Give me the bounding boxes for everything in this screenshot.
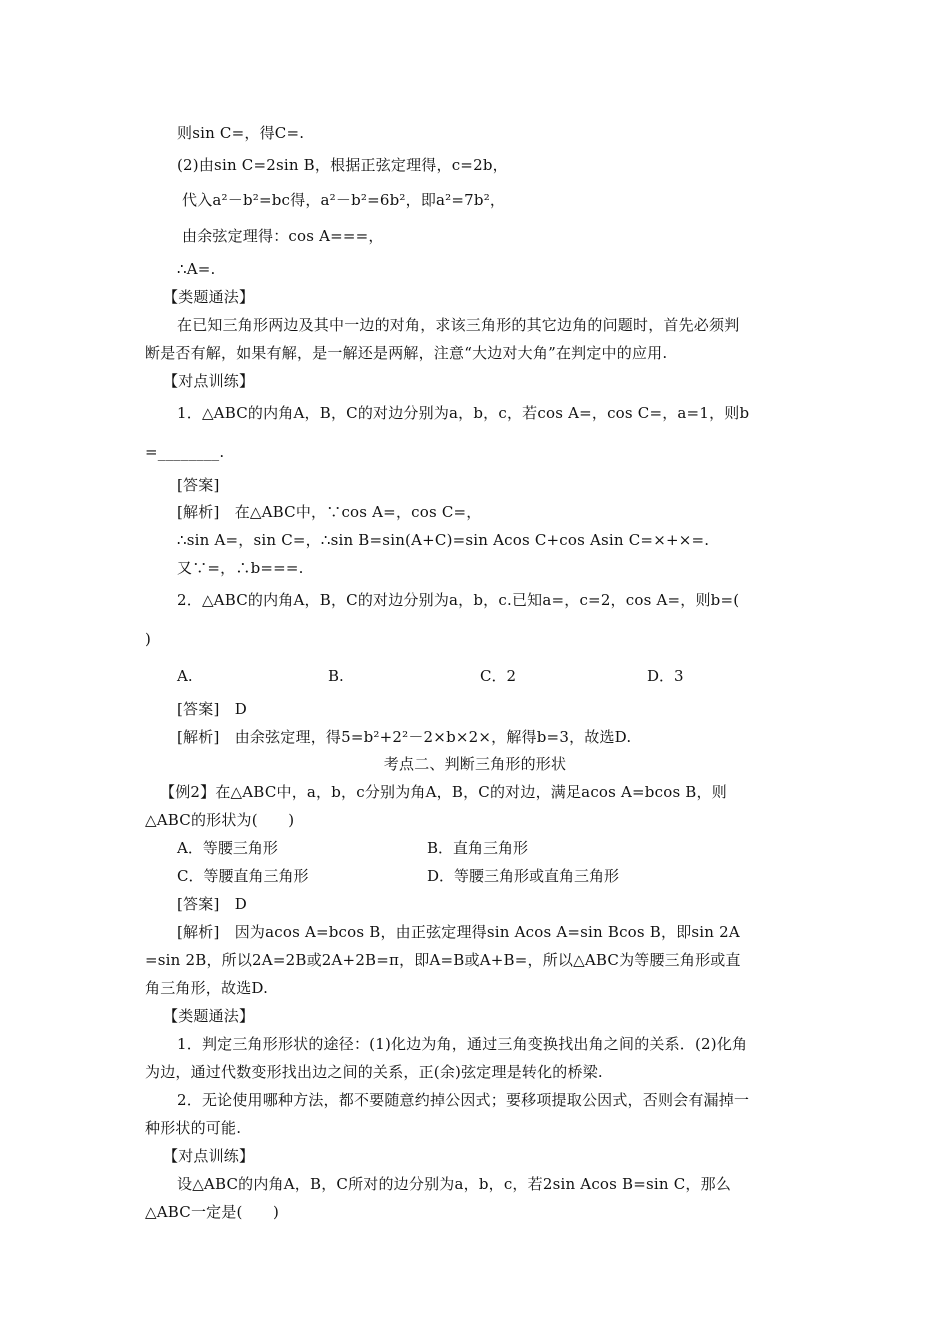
- analysis-line: [解析] 因为acos A=bcos B，由正弦定理得sin Acos A=sin Bcos B，即sin 2A: [177, 923, 740, 941]
- question-3: 设△ABC的内角A，B，C所对的边分别为a，b，c，若2sin Acos B=sin C，那么: [177, 1175, 732, 1193]
- section-heading: 【对点训练】: [163, 1147, 255, 1165]
- option-b: B.: [328, 667, 344, 685]
- section-heading: 【类题通法】: [163, 288, 255, 306]
- analysis-line: =sin 2B，所以2A=2B或2A+2B=π，即A=B或A+B=，所以△ABC为等腰三角形或直: [145, 951, 741, 969]
- section-heading: 【对点训练】: [163, 372, 255, 390]
- option-c: C．等腰直角三角形: [177, 867, 309, 885]
- text-line: 由余弦定理得：cos A===，: [182, 227, 384, 245]
- example-2: 【例2】在△ABC中，a，b，c分别为角A，B，C的对边，满足acos A=bcos B，则: [160, 783, 727, 801]
- option-d: D．3: [647, 667, 684, 685]
- text-line: 1．判定三角形形状的途径：(1)化边为角，通过三角变换找出角之间的关系．(2)化角: [177, 1035, 748, 1053]
- text-line: 种形状的可能.: [145, 1119, 242, 1137]
- text-line: △ABC一定是( ): [145, 1203, 280, 1221]
- analysis-line: [解析] 在△ABC中，∵cos A=，cos C=，: [177, 503, 482, 521]
- text-line: ∴A=.: [177, 260, 216, 278]
- text-line: 为边，通过代数变形找出边之间的关系，正(余)弦定理是转化的桥梁.: [145, 1063, 603, 1081]
- analysis-line: 又∵=，∴b===.: [177, 559, 304, 577]
- question-2: 2．△ABC的内角A，B，C的对边分别为a，b，c.已知a=，c=2，cos A=，则b=(: [177, 591, 740, 609]
- analysis-line: [解析] 由余弦定理，得5=b²+2²－2×b×2×，解得b=3，故选D.: [177, 728, 632, 746]
- text-line: (2)由sin C=2sin B，根据正弦定理得，c=2b，: [177, 156, 508, 174]
- text-line: 则sin C=，得C=.: [177, 124, 305, 142]
- text-line: 代入a²－b²=bc得，a²－b²=6b²，即a²=7b²，: [182, 191, 506, 209]
- option-c: C．2: [480, 667, 517, 685]
- option-a: A.: [177, 667, 193, 685]
- text-line: ): [145, 630, 152, 648]
- answer-blank: =________.: [145, 443, 225, 461]
- question-1: 1．△ABC的内角A，B，C的对边分别为a，b，c，若cos A=，cos C=，a=1，则b: [177, 404, 750, 422]
- section-title: 考点二、判断三角形的形状: [383, 755, 567, 773]
- option-b: B．直角三角形: [427, 839, 529, 857]
- option-a: A．等腰三角形: [177, 839, 278, 857]
- text-line: 2．无论使用哪种方法，都不要随意约掉公因式；要移项提取公因式，否则会有漏掉一: [177, 1091, 750, 1109]
- section-heading: 【类题通法】: [163, 1007, 255, 1025]
- analysis-line: ∴sin A=，sin C=，∴sin B=sin(A+C)=sin Acos C+cos Asin C=×+×=.: [177, 531, 710, 549]
- text-line: 断是否有解，如果有解，是一解还是两解，注意“大边对大角”在判定中的应用.: [145, 344, 668, 362]
- answer-label: [答案] D: [177, 700, 247, 718]
- option-d: D．等腰三角形或直角三角形: [427, 867, 620, 885]
- analysis-line: 角三角形，故选D.: [145, 979, 269, 997]
- text-line: △ABC的形状为( ): [145, 811, 295, 829]
- answer-label: [答案]: [177, 476, 220, 494]
- text-line: 在已知三角形两边及其中一边的对角，求该三角形的其它边角的问题时，首先必须判: [177, 316, 740, 334]
- answer-label: [答案] D: [177, 895, 247, 913]
